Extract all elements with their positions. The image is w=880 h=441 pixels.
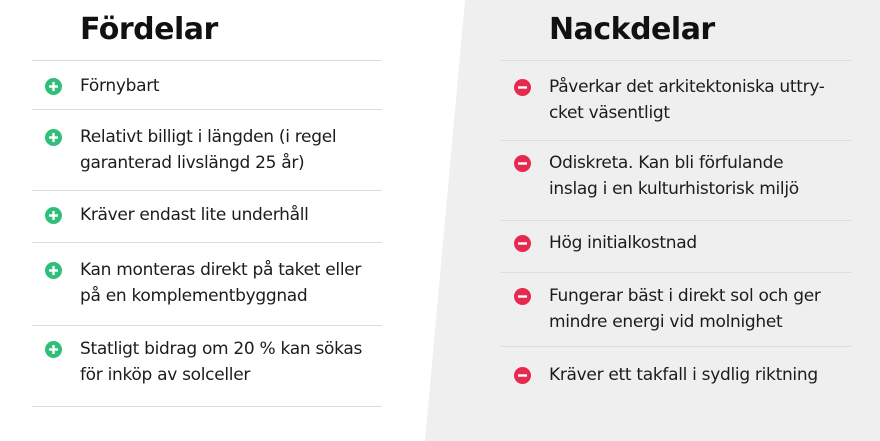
- text-line: cket väsentligt: [549, 103, 670, 123]
- text-line: Statligt bidrag om 20 % kan sökas: [80, 339, 363, 359]
- minus-circle-icon: [514, 155, 531, 172]
- text-line: Odiskreta. Kan bli förfulande: [549, 153, 784, 173]
- pros-item-text: [80, 336, 380, 388]
- separator: [32, 325, 382, 326]
- separator: [501, 272, 851, 273]
- text-line: Kan monteras direkt på taket eller: [80, 260, 362, 280]
- pros-item-text: [80, 257, 380, 309]
- pros-title: Fördelar: [80, 12, 218, 47]
- text-line: inslag i en kulturhistorisk miljö: [549, 179, 799, 199]
- cons-item-text: [549, 362, 849, 388]
- text-line: på en komplementbyggnad: [80, 286, 308, 306]
- separator: [501, 140, 851, 141]
- text-line: Kräver ett takfall i sydlig riktning: [549, 365, 818, 385]
- cons-item-text: [549, 74, 849, 126]
- text-line: för inköp av solceller: [80, 365, 251, 385]
- pros-item-text: [80, 73, 380, 99]
- plus-circle-icon: [45, 262, 62, 279]
- separator: [32, 190, 382, 191]
- text-line: Påverkar det arkitektoniska uttry-: [549, 77, 825, 97]
- plus-circle-icon: [45, 78, 62, 95]
- minus-circle-icon: [514, 79, 531, 96]
- separator: [32, 60, 382, 61]
- cons-item-text: [549, 150, 849, 202]
- cons-title: Nackdelar: [549, 12, 715, 47]
- text-line: Relativt billigt i längden (i regel: [80, 127, 337, 147]
- text-line: Hög initialkostnad: [549, 233, 697, 253]
- separator: [32, 406, 382, 407]
- pros-item-text: [80, 124, 380, 176]
- minus-circle-icon: [514, 367, 531, 384]
- cons-item-text: [549, 230, 849, 256]
- separator: [501, 346, 851, 347]
- minus-circle-icon: [514, 235, 531, 252]
- pros-item-text: [80, 202, 380, 228]
- text-line: Förnybart: [80, 76, 160, 96]
- text-line: Fungerar bäst i direkt sol och ger: [549, 286, 821, 306]
- text-line: mindre energi vid molnighet: [549, 312, 783, 332]
- plus-circle-icon: [45, 341, 62, 358]
- separator: [32, 109, 382, 110]
- minus-circle-icon: [514, 288, 531, 305]
- cons-item-text: [549, 283, 849, 335]
- separator: [32, 242, 382, 243]
- separator: [501, 220, 851, 221]
- separator: [501, 60, 851, 61]
- text-line: Kräver endast lite underhåll: [80, 205, 309, 225]
- text-line: garanterad livslängd 25 år): [80, 153, 305, 173]
- plus-circle-icon: [45, 129, 62, 146]
- plus-circle-icon: [45, 207, 62, 224]
